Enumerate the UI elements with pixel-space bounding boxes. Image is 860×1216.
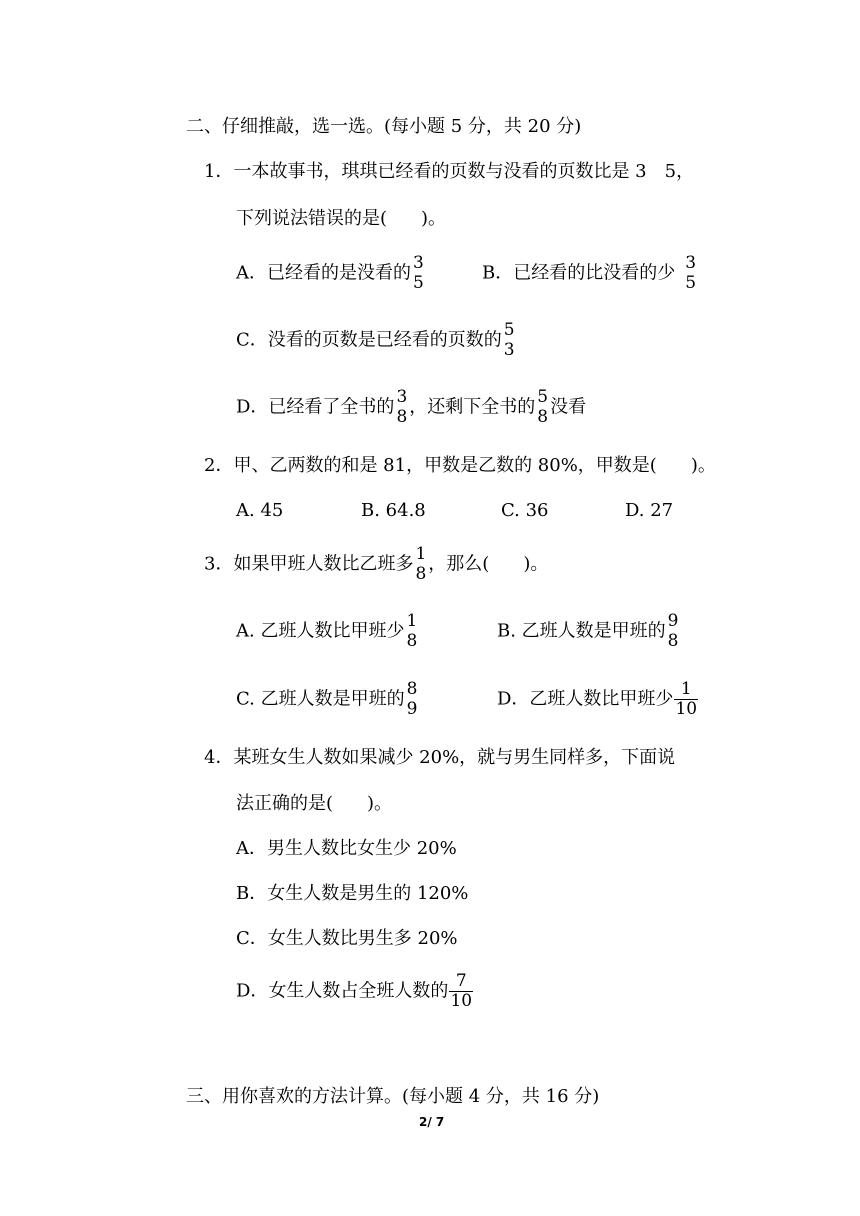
question-2-stem <box>204 457 716 475</box>
question-4-stem-text: 法正确的是( <box>236 793 334 814</box>
fraction-denominator: 3 <box>503 340 515 360</box>
fraction-denominator: 10 <box>450 991 473 1011</box>
fraction <box>667 613 680 650</box>
question-2-option-a: A. 45 <box>236 500 284 521</box>
question-2-option-d: D. 27 <box>625 500 674 521</box>
question-1-option-d <box>236 389 586 426</box>
fraction-numerator: 3 <box>396 387 408 407</box>
fraction-denominator: 10 <box>675 699 698 719</box>
question-4-option-a: A．男生人数比女生少 20% <box>236 838 457 859</box>
fraction-denominator: 8 <box>537 407 549 427</box>
question-2-stem-text: 2．甲、乙两数的和是 81，甲数是乙数的 80%，甲数是( <box>204 455 657 476</box>
fraction-denominator: 5 <box>413 273 424 293</box>
fraction <box>412 255 425 292</box>
question-1-option-b <box>482 255 698 292</box>
option-c-text: C. 乙班人数是甲班的 <box>236 688 405 710</box>
option-a-text: A．已经看的是没看的 <box>236 262 411 284</box>
question-4-stem-end: )。 <box>367 793 393 814</box>
question-1-stem-line2 <box>236 210 446 228</box>
fraction <box>536 389 549 426</box>
question-1-stem-text: 下列说法错误的是( <box>236 208 388 229</box>
question-2-stem-end: )。 <box>690 455 716 476</box>
fraction-denominator: 8 <box>406 631 418 651</box>
fraction-numerator: 3 <box>685 253 697 273</box>
question-4-stem-line2 <box>236 795 392 813</box>
question-3-stem <box>204 546 548 583</box>
question-3-stem-end: )。 <box>523 553 549 575</box>
section-2-heading: 二、仔细推敲，选一选。(每小题 5 分，共 20 分) <box>186 116 582 137</box>
page-number: 2/ 7 <box>419 1115 445 1129</box>
fraction-numerator: 1 <box>406 611 418 631</box>
question-4-option-b: B．女生人数是男生的 120% <box>236 883 469 904</box>
question-3-option-b <box>497 613 681 650</box>
option-d-text: ，还剩下全书的 <box>409 396 536 418</box>
section-3-heading: 三、用你喜欢的方法计算。(每小题 4 分，共 16 分) <box>186 1086 600 1107</box>
fraction-numerator: 3 <box>413 253 424 273</box>
option-d-text: D．乙班人数比甲班少 <box>497 688 674 710</box>
fraction <box>414 546 427 583</box>
option-d-text: 没看 <box>550 396 587 418</box>
fraction-denominator: 8 <box>396 407 408 427</box>
question-1-option-c <box>236 322 517 359</box>
question-1-stem-line1: 1．一本故事书，琪琪已经看的页数与没看的页数比是 3 5， <box>204 161 695 182</box>
fraction-numerator: 9 <box>667 611 679 631</box>
option-c-text: C．没看的页数是已经看的页数的 <box>236 329 502 351</box>
fraction-numerator: 1 <box>415 544 427 564</box>
option-d-text: D．已经看了全书的 <box>236 396 395 418</box>
question-1-option-a <box>236 255 426 292</box>
fraction-numerator: 7 <box>455 971 467 991</box>
fraction-numerator: 1 <box>680 679 692 699</box>
fraction-numerator: 5 <box>503 320 515 340</box>
fraction-denominator: 5 <box>685 273 697 293</box>
fraction <box>395 389 408 426</box>
fraction-denominator: 8 <box>415 564 427 584</box>
question-3-option-a <box>236 613 419 650</box>
question-3-option-c <box>236 681 419 718</box>
question-3-option-d <box>497 681 699 718</box>
fraction <box>406 681 419 718</box>
question-1-stem-end: )。 <box>421 208 447 229</box>
question-3-stem-text: 3．如果甲班人数比乙班多 <box>204 553 414 575</box>
option-b-text: B．已经看的比没看的少 <box>482 262 676 284</box>
fraction <box>684 255 697 292</box>
option-d-text: D．女生人数占全班人数的 <box>236 980 449 1002</box>
fraction <box>405 613 418 650</box>
fraction <box>449 973 473 1010</box>
fraction <box>674 681 698 718</box>
question-4-option-c: C．女生人数比男生多 20% <box>236 928 458 949</box>
option-a-text: A. 乙班人数比甲班少 <box>236 620 405 642</box>
question-4-stem-line1: 4．某班女生人数如果减少 20%，就与男生同样多，下面说 <box>204 747 676 768</box>
fraction-numerator: 8 <box>406 679 418 699</box>
question-2-option-c: C. 36 <box>501 500 549 521</box>
fraction-denominator: 9 <box>406 699 418 719</box>
question-3-stem-text: ，那么( <box>428 553 490 575</box>
fraction-numerator: 5 <box>537 387 549 407</box>
question-2-option-b: B. 64.8 <box>361 500 426 521</box>
fraction-denominator: 8 <box>667 631 679 651</box>
option-b-text: B. 乙班人数是甲班的 <box>497 620 666 642</box>
question-4-option-d <box>236 973 474 1010</box>
fraction <box>503 322 516 359</box>
